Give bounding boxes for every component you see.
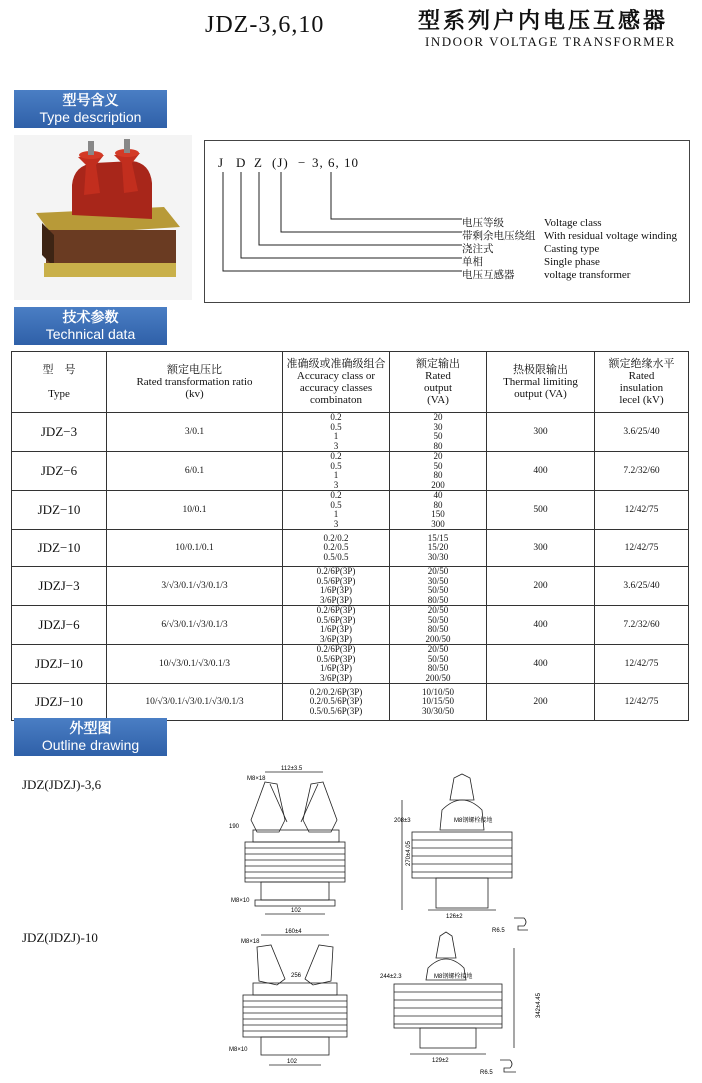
cell-ratio: 10/√3/0.1/√3/0.1/√3/0.1/3 <box>107 684 283 721</box>
section-title-en: Technical data <box>45 326 136 342</box>
table-row <box>12 684 689 721</box>
cell-insulation: 12/42/75 <box>595 645 689 684</box>
dim-top: 160±4 <box>285 929 302 935</box>
code-letter: Z <box>254 155 263 170</box>
ground-label: M8钢螺栓接地 <box>454 818 493 824</box>
drawing-side-view-3-6 <box>392 770 537 935</box>
code-letter: J <box>218 155 225 170</box>
cell-insulation: 7.2/32/60 <box>595 452 689 491</box>
cell-output <box>390 452 487 491</box>
drawing-label: JDZ(JDZJ)-3,6 <box>22 777 102 792</box>
bolt-label: M8×18 <box>241 939 260 945</box>
accuracy-value: 0.5 <box>330 460 342 471</box>
page-title-cn: 型系列户内电压互感器 <box>418 9 669 34</box>
accuracy-value: 0.5/0.5 <box>323 551 349 562</box>
output-value: 15/15 <box>427 532 449 543</box>
dim-side-top: 244±2.3 <box>380 974 402 980</box>
cell-output <box>390 413 487 452</box>
accuracy-value: 0.5/6P(3P) <box>316 614 356 625</box>
output-value: 200 <box>431 479 445 490</box>
cell-model: JDZ−10 <box>12 491 107 530</box>
drawing-front-view-3-6 <box>225 762 365 924</box>
output-value: 80/50 <box>427 624 449 634</box>
technical-data-table <box>11 351 689 721</box>
code-letter: − <box>298 155 307 170</box>
cell-insulation: 3.6/25/40 <box>595 567 689 606</box>
drawing-side-view-10 <box>380 928 540 1076</box>
output-value: 40 <box>433 490 443 500</box>
accuracy-value: 3/6P(3P) <box>319 672 352 683</box>
header-cn: 额定绝缘水平 <box>608 357 675 370</box>
output-value: 15/20 <box>427 542 449 553</box>
accuracy-value: 0.2 <box>330 451 342 461</box>
output-value: 80 <box>433 440 443 451</box>
output-value: 30 <box>433 421 443 432</box>
accuracy-value: 0.2/6P(3P) <box>316 566 356 576</box>
table-row <box>12 606 689 645</box>
dim-height: 270±4.05 <box>406 841 412 866</box>
output-value: 80/50 <box>427 594 449 605</box>
output-value: 300 <box>431 518 445 529</box>
section-title-cn: 技术参数 <box>62 309 119 325</box>
output-value: 30/50 <box>427 575 449 586</box>
legend-en: Single phase <box>544 256 600 268</box>
header-en: Rated output (VA) <box>423 370 453 406</box>
cell-output <box>390 645 487 684</box>
col-header-ratio <box>107 352 283 413</box>
cell-ratio: 10/0.1 <box>107 491 283 530</box>
cell-accuracy <box>283 491 390 530</box>
output-value: 50 <box>433 431 443 441</box>
cell-output <box>390 491 487 530</box>
legend-en: Voltage class <box>544 217 602 229</box>
section-header-outline-drawing <box>14 718 167 756</box>
cell-accuracy <box>283 530 390 567</box>
section-title-cn: 型号含义 <box>62 92 119 108</box>
header-cn: 额定电压比 <box>167 363 222 376</box>
accuracy-value: 3/6P(3P) <box>319 594 352 605</box>
cell-model: JDZ−6 <box>12 452 107 491</box>
header-en: Rated transformation ratio (kv) <box>136 376 253 400</box>
cell-accuracy <box>283 413 390 452</box>
cell-insulation: 12/42/75 <box>595 684 689 721</box>
output-value: 10/15/50 <box>421 696 454 707</box>
accuracy-value: 0.5/6P(3P) <box>316 575 356 586</box>
accuracy-value: 3 <box>333 440 339 451</box>
accuracy-value: 1/6P(3P) <box>319 663 352 673</box>
output-value: 50/50 <box>427 653 449 664</box>
output-value: 200/50 <box>425 672 451 683</box>
dim-mid: 256 <box>291 973 302 979</box>
header-cn: 准确级或准确级组合 <box>286 357 386 370</box>
cell-accuracy <box>283 606 390 645</box>
code-letter: 3, <box>312 155 324 170</box>
code-letter: D <box>236 155 247 170</box>
table-row <box>12 645 689 684</box>
cell-output <box>390 684 487 721</box>
dim-left: 190 <box>229 824 240 830</box>
header-en: Accuracy class or accuracy classes combinaton <box>296 370 376 406</box>
output-value: 200/50 <box>425 633 451 644</box>
output-value: 80 <box>433 499 443 510</box>
table-header-row <box>12 352 689 413</box>
cell-model: JDZJ−3 <box>12 567 107 606</box>
cell-ratio: 10/√3/0.1/√3/0.1/3 <box>107 645 283 684</box>
cell-ratio: 3/√3/0.1/√3/0.1/3 <box>107 567 283 606</box>
output-value: 10/10/50 <box>421 686 454 697</box>
legend-cn: 单相 <box>462 256 483 268</box>
legend-cn: 带剩余电压绕组 <box>462 230 536 242</box>
cell-output <box>390 530 487 567</box>
output-value: 80/50 <box>427 663 449 673</box>
cell-thermal: 200 <box>487 684 595 721</box>
cell-thermal: 500 <box>487 491 595 530</box>
output-value: 20/50 <box>427 566 449 576</box>
table-row <box>12 491 689 530</box>
cell-ratio: 6/√3/0.1/√3/0.1/3 <box>107 606 283 645</box>
cell-insulation: 12/42/75 <box>595 530 689 567</box>
accuracy-value: 1/6P(3P) <box>319 585 352 595</box>
bolt-label: M8×10 <box>231 898 250 904</box>
accuracy-value: 1 <box>333 431 339 441</box>
output-value: 50/50 <box>427 614 449 625</box>
cell-thermal: 300 <box>487 530 595 567</box>
accuracy-value: 1/6P(3P) <box>319 624 352 634</box>
accuracy-value: 1 <box>333 470 339 480</box>
legend-cn: 电压等级 <box>462 217 504 229</box>
accuracy-value: 0.2/0.5 <box>323 542 349 553</box>
accuracy-value: 3 <box>333 479 339 490</box>
accuracy-value: 0.2 <box>330 412 342 422</box>
accuracy-value: 1 <box>333 509 339 519</box>
header-cn: 型 号 <box>42 363 76 376</box>
output-value: 80 <box>433 470 443 480</box>
section-title-en: Outline drawing <box>41 737 140 753</box>
dim-bottom: 102 <box>287 1059 298 1065</box>
header-en: Type <box>48 388 70 400</box>
dim-height: 342±4.45 <box>536 993 542 1018</box>
drawing-label: JDZ(JDZJ)-10 <box>22 930 98 945</box>
code-letter: 10 <box>344 155 359 170</box>
legend-en: Casting type <box>544 243 600 255</box>
col-header-type <box>12 352 107 413</box>
cell-thermal: 400 <box>487 645 595 684</box>
legend-row <box>462 267 630 282</box>
radius-label: R6.5 <box>492 928 505 934</box>
page-model-title: JDZ-3,6,10 <box>205 12 325 38</box>
output-value: 20 <box>433 451 443 461</box>
cell-ratio: 6/0.1 <box>107 452 283 491</box>
cell-accuracy <box>283 452 390 491</box>
dim-top: 112±3.5 <box>281 766 303 772</box>
cell-accuracy <box>283 684 390 721</box>
cell-accuracy <box>283 645 390 684</box>
code-letter: 6, <box>328 155 340 170</box>
cell-output <box>390 567 487 606</box>
accuracy-value: 0.5 <box>330 499 342 510</box>
type-code-leader-lines <box>204 140 464 301</box>
accuracy-value: 0.2 <box>330 490 342 500</box>
legend-en: With residual voltage winding <box>544 230 678 242</box>
cell-thermal: 300 <box>487 413 595 452</box>
cell-ratio: 10/0.1/0.1 <box>107 530 283 567</box>
section-header-type-description <box>14 90 167 128</box>
cell-model: JDZJ−10 <box>12 645 107 684</box>
legend-en: voltage transformer <box>544 269 631 281</box>
bolt-label: M8×10 <box>229 1047 248 1053</box>
drawing-front-view-10 <box>225 925 365 1075</box>
accuracy-value: 0.5/6P(3P) <box>316 653 356 664</box>
output-value: 20/50 <box>427 605 449 615</box>
cell-thermal: 400 <box>487 606 595 645</box>
cell-model: JDZ−3 <box>12 413 107 452</box>
output-value: 50/50 <box>427 585 449 595</box>
page-title-en: INDOOR VOLTAGE TRANSFORMER <box>425 34 676 49</box>
output-value: 30/30 <box>427 551 449 562</box>
table-row <box>12 452 689 491</box>
table-row <box>12 413 689 452</box>
accuracy-value: 3/6P(3P) <box>319 633 352 644</box>
legend-cn: 电压互感器 <box>462 269 515 281</box>
dim-side-width: 129±2 <box>432 1058 449 1064</box>
cell-accuracy <box>283 567 390 606</box>
accuracy-value: 0.2/6P(3P) <box>316 644 356 654</box>
section-title-cn: 外型图 <box>69 720 112 736</box>
output-value: 20/50 <box>427 644 449 654</box>
section-title-en: Type description <box>39 109 142 125</box>
header-cn: 热极限输出 <box>513 363 568 376</box>
cell-model: JDZJ−10 <box>12 684 107 721</box>
radius-label: R6.5 <box>480 1070 493 1076</box>
header-cn: 额定输出 <box>416 357 460 370</box>
col-header-output <box>390 352 487 413</box>
col-header-insulation <box>595 352 689 413</box>
legend-cn: 浇注式 <box>462 243 494 255</box>
cell-thermal: 400 <box>487 452 595 491</box>
code-letter: (J) <box>272 155 289 170</box>
ground-label: M8钢螺栓接地 <box>434 974 473 980</box>
output-value: 150 <box>431 509 445 519</box>
output-value: 50 <box>433 460 443 471</box>
accuracy-value: 0.2/0.5/6P(3P) <box>309 696 363 707</box>
cell-insulation: 3.6/25/40 <box>595 413 689 452</box>
accuracy-value: 3 <box>333 518 339 529</box>
col-header-accuracy <box>283 352 390 413</box>
product-photo <box>14 135 192 300</box>
cell-model: JDZJ−6 <box>12 606 107 645</box>
accuracy-value: 0.5/0.5/6P(3P) <box>309 705 363 716</box>
cell-model: JDZ−10 <box>12 530 107 567</box>
section-header-technical-data <box>14 307 167 345</box>
cell-insulation: 12/42/75 <box>595 491 689 530</box>
cell-output <box>390 606 487 645</box>
table-row <box>12 530 689 567</box>
header-en: Thermal limiting output (VA) <box>503 376 578 400</box>
accuracy-value: 0.2/6P(3P) <box>316 605 356 615</box>
accuracy-value: 0.2/0.2 <box>323 532 349 543</box>
dim-side-top: 208±3 <box>394 818 411 824</box>
dim-side-width: 126±2 <box>446 914 463 920</box>
table-row <box>12 567 689 606</box>
bolt-label: M8×18 <box>247 776 266 782</box>
output-value: 20 <box>433 412 443 422</box>
cell-ratio: 3/0.1 <box>107 413 283 452</box>
dim-bottom: 102 <box>291 908 302 914</box>
header-en: Rated insulation lecel (kV) <box>619 370 664 406</box>
col-header-thermal <box>487 352 595 413</box>
cell-insulation: 7.2/32/60 <box>595 606 689 645</box>
accuracy-value: 0.2/0.2/6P(3P) <box>309 686 363 697</box>
cell-thermal: 200 <box>487 567 595 606</box>
output-value: 30/30/50 <box>421 705 454 716</box>
accuracy-value: 0.5 <box>330 421 342 432</box>
